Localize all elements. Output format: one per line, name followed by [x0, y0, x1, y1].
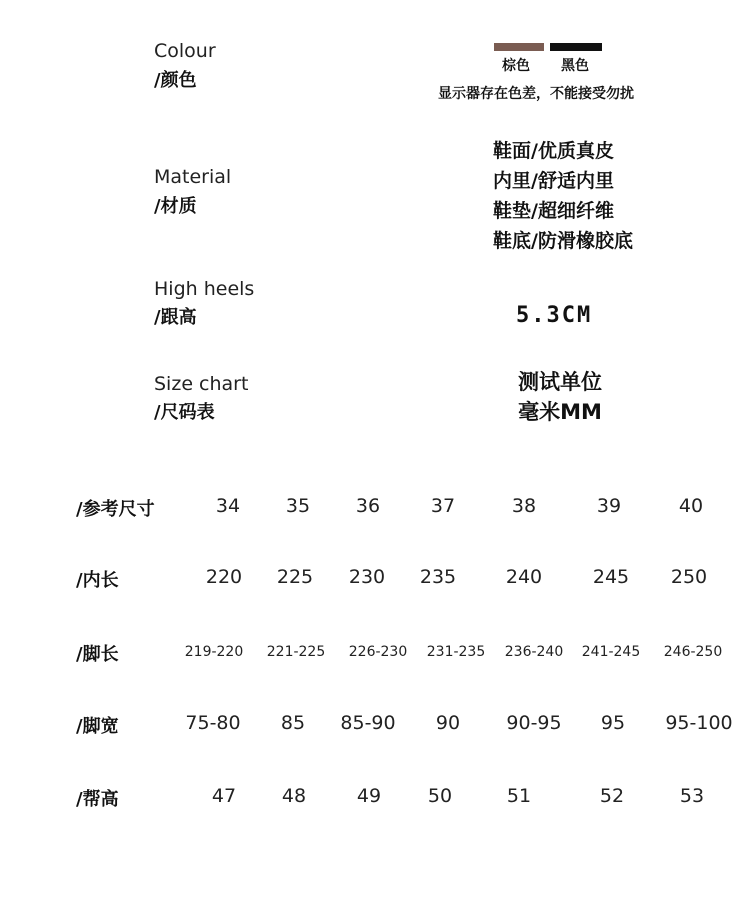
table-cell: 51 — [506, 785, 532, 807]
table-cell: 225 — [276, 566, 314, 588]
table-cell: 226-230 — [348, 644, 408, 660]
row-label: /帮高 — [76, 789, 119, 810]
material-list — [493, 136, 633, 256]
table-cell: 236-240 — [504, 644, 564, 660]
table-cell: 49 — [356, 785, 382, 807]
measure-unit — [490, 367, 630, 427]
row-label: /脚长 — [76, 644, 119, 665]
heels-label-en: High heels — [154, 278, 255, 300]
swatch-black — [550, 43, 602, 51]
colour-label-en: Colour — [154, 40, 216, 62]
table-cell: 34 — [215, 495, 241, 517]
table-cell: 221-225 — [266, 644, 326, 660]
heels-label-zh: /跟高 — [154, 307, 197, 328]
color-difference-note: 显示器存在色差，不能接受勿扰 — [438, 86, 634, 102]
table-cell: 47 — [211, 785, 237, 807]
table-cell: 220 — [205, 566, 243, 588]
table-cell: 245 — [592, 566, 630, 588]
table-cell: 246-250 — [663, 644, 723, 660]
row-label: /内长 — [76, 570, 119, 591]
table-cell: 85-90 — [340, 712, 396, 734]
table-cell: 39 — [596, 495, 622, 517]
table-cell: 231-235 — [426, 644, 486, 660]
table-cell: 250 — [670, 566, 708, 588]
table-cell: 240 — [505, 566, 543, 588]
table-cell: 219-220 — [184, 644, 244, 660]
swatch-brown-label: 棕色 — [502, 58, 530, 74]
table-cell: 38 — [511, 495, 537, 517]
material-insole: 鞋垫/超细纤维 — [493, 200, 614, 222]
material-outsole: 鞋底/防滑橡胶底 — [493, 230, 633, 252]
table-cell: 90 — [435, 712, 461, 734]
table-cell: 241-245 — [581, 644, 641, 660]
table-cell: 75-80 — [185, 712, 241, 734]
material-label-en: Material — [154, 166, 232, 188]
table-cell: 36 — [355, 495, 381, 517]
material-upper: 鞋面/优质真皮 — [493, 140, 614, 162]
material-label-zh: /材质 — [154, 196, 197, 217]
table-cell: 52 — [599, 785, 625, 807]
size-chart-label-zh: /尺码表 — [154, 402, 215, 423]
table-cell: 95-100 — [665, 712, 733, 734]
size-chart-label-en: Size chart — [154, 373, 249, 395]
row-label: /脚宽 — [76, 716, 119, 737]
measure-unit-line2: 毫米MM — [518, 400, 602, 424]
heel-height-value: 5.3CM — [516, 303, 593, 328]
table-cell: 50 — [427, 785, 453, 807]
table-cell: 85 — [280, 712, 306, 734]
table-cell: 230 — [348, 566, 386, 588]
table-cell: 48 — [281, 785, 307, 807]
table-cell: 53 — [679, 785, 705, 807]
row-label: /参考尺寸 — [76, 499, 155, 520]
material-lining: 内里/舒适内里 — [493, 170, 614, 192]
table-cell: 90-95 — [506, 712, 562, 734]
table-cell: 35 — [285, 495, 311, 517]
swatch-black-label: 黑色 — [561, 58, 589, 74]
measure-unit-line1: 测试单位 — [518, 370, 602, 394]
table-cell: 37 — [430, 495, 456, 517]
table-cell: 40 — [678, 495, 704, 517]
table-cell: 95 — [600, 712, 626, 734]
colour-label-zh: /颜色 — [154, 70, 197, 91]
swatch-brown — [494, 43, 544, 51]
table-cell: 235 — [419, 566, 457, 588]
